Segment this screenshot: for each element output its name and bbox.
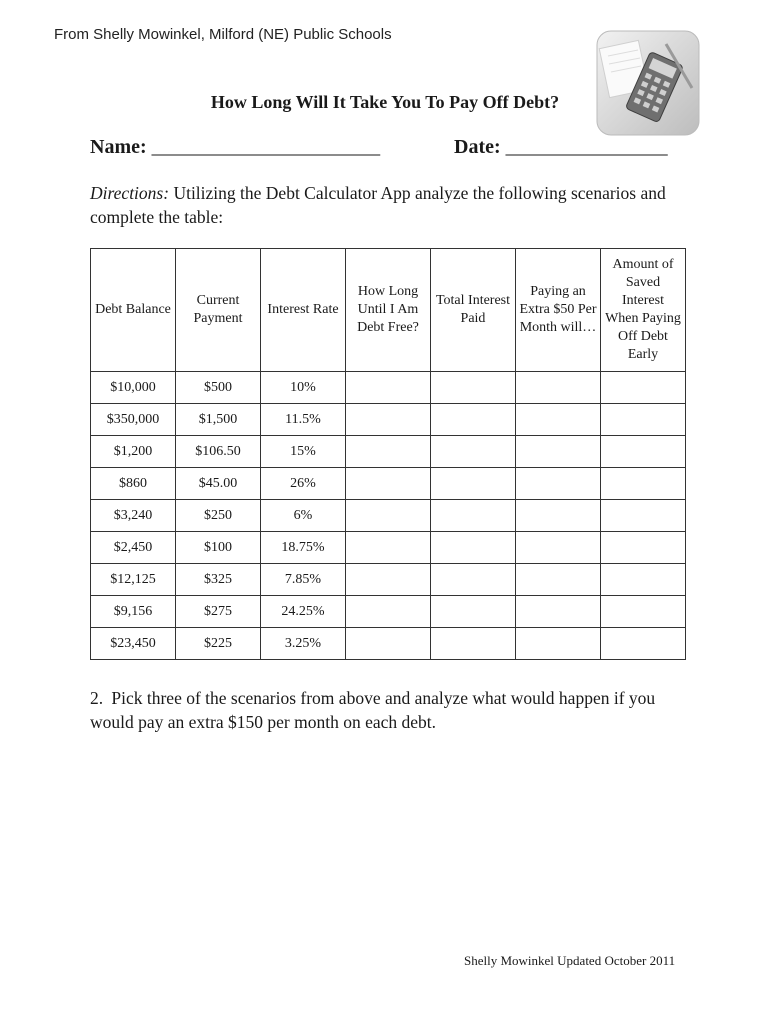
cell-interest-rate: 3.25% (261, 628, 346, 660)
table-row (91, 404, 686, 436)
cell-interest-rate: 24.25% (261, 596, 346, 628)
cell-debt-balance: $23,450 (91, 628, 176, 660)
cell-saved-interest[interactable] (601, 532, 686, 564)
debt-scenarios-table (90, 248, 686, 660)
cell-how-long[interactable] (346, 596, 431, 628)
question-2 (90, 686, 690, 734)
cell-total-interest[interactable] (431, 436, 516, 468)
cell-extra-50[interactable] (516, 596, 601, 628)
cell-interest-rate: 18.75% (261, 532, 346, 564)
cell-interest-rate: 6% (261, 500, 346, 532)
directions-label: Directions: (90, 183, 170, 203)
cell-debt-balance: $350,000 (91, 404, 176, 436)
cell-current-payment: $100 (176, 532, 261, 564)
table-row (91, 500, 686, 532)
calculator-app-icon (596, 30, 700, 136)
cell-extra-50[interactable] (516, 564, 601, 596)
cell-current-payment: $275 (176, 596, 261, 628)
cell-debt-balance: $1,200 (91, 436, 176, 468)
header-total-interest: Total Interest Paid (431, 249, 516, 372)
cell-debt-balance: $860 (91, 468, 176, 500)
cell-saved-interest[interactable] (601, 468, 686, 500)
cell-total-interest[interactable] (431, 404, 516, 436)
directions-text: Utilizing the Debt Calculator App analyze the following scenarios and complete the table: (90, 183, 666, 227)
cell-interest-rate: 26% (261, 468, 346, 500)
footer-credit: Shelly Mowinkel Updated October 2011 (464, 953, 676, 968)
cell-current-payment: $500 (176, 372, 261, 404)
cell-how-long[interactable] (346, 564, 431, 596)
cell-current-payment: $45.00 (176, 468, 261, 500)
question-text: Pick three of the scenarios from above and analyze what would happen if you would pay an extra $150 per month on each debt. (90, 688, 656, 732)
cell-saved-interest[interactable] (601, 372, 686, 404)
header-saved-interest: Amount of Saved Interest When Paying Off Debt Early (601, 249, 686, 372)
cell-how-long[interactable] (346, 404, 431, 436)
cell-current-payment: $225 (176, 628, 261, 660)
date-label: Date: (454, 136, 501, 158)
cell-total-interest[interactable] (431, 628, 516, 660)
cell-saved-interest[interactable] (601, 596, 686, 628)
cell-debt-balance: $9,156 (91, 596, 176, 628)
cell-extra-50[interactable] (516, 500, 601, 532)
table-header-row (91, 249, 686, 372)
cell-debt-balance: $2,450 (91, 532, 176, 564)
header-current-payment: Current Payment (176, 249, 261, 372)
cell-total-interest[interactable] (431, 596, 516, 628)
header-how-long: How Long Until I Am Debt Free? (346, 249, 431, 372)
table-row (91, 564, 686, 596)
cell-total-interest[interactable] (431, 564, 516, 596)
cell-saved-interest[interactable] (601, 404, 686, 436)
cell-interest-rate: 7.85% (261, 564, 346, 596)
cell-total-interest[interactable] (431, 372, 516, 404)
header-debt-balance: Debt Balance (91, 249, 176, 372)
worksheet-title: How Long Will It Take You To Pay Off Debt? (210, 92, 560, 112)
cell-saved-interest[interactable] (601, 564, 686, 596)
cell-how-long[interactable] (346, 436, 431, 468)
name-blank[interactable]: ________________________ (151, 136, 380, 158)
name-field[interactable] (90, 136, 380, 159)
table-row (91, 468, 686, 500)
table-row (91, 596, 686, 628)
cell-how-long[interactable] (346, 372, 431, 404)
table-row (91, 532, 686, 564)
directions (90, 181, 690, 229)
cell-debt-balance: $3,240 (91, 500, 176, 532)
cell-current-payment: $106.50 (176, 436, 261, 468)
cell-total-interest[interactable] (431, 532, 516, 564)
cell-saved-interest[interactable] (601, 436, 686, 468)
question-number: 2. (90, 688, 104, 708)
cell-extra-50[interactable] (516, 468, 601, 500)
cell-how-long[interactable] (346, 500, 431, 532)
cell-current-payment: $1,500 (176, 404, 261, 436)
cell-extra-50[interactable] (516, 372, 601, 404)
cell-how-long[interactable] (346, 532, 431, 564)
table-row (91, 436, 686, 468)
table-row (91, 372, 686, 404)
cell-extra-50[interactable] (516, 532, 601, 564)
cell-interest-rate: 15% (261, 436, 346, 468)
cell-extra-50[interactable] (516, 628, 601, 660)
cell-debt-balance: $12,125 (91, 564, 176, 596)
cell-saved-interest[interactable] (601, 628, 686, 660)
cell-how-long[interactable] (346, 628, 431, 660)
cell-total-interest[interactable] (431, 500, 516, 532)
cell-how-long[interactable] (346, 468, 431, 500)
header-extra-50: Paying an Extra $50 Per Month will… (516, 249, 601, 372)
cell-extra-50[interactable] (516, 404, 601, 436)
cell-current-payment: $250 (176, 500, 261, 532)
cell-extra-50[interactable] (516, 436, 601, 468)
cell-saved-interest[interactable] (601, 500, 686, 532)
source-attribution: From Shelly Mowinkel, Milford (NE) Public Schools (54, 26, 392, 43)
name-label: Name: (90, 136, 147, 158)
cell-total-interest[interactable] (431, 468, 516, 500)
header-interest-rate: Interest Rate (261, 249, 346, 372)
cell-interest-rate: 10% (261, 372, 346, 404)
table-row (91, 628, 686, 660)
date-field[interactable] (454, 136, 667, 159)
cell-current-payment: $325 (176, 564, 261, 596)
cell-interest-rate: 11.5% (261, 404, 346, 436)
date-blank[interactable]: _________________ (505, 136, 668, 158)
cell-debt-balance: $10,000 (91, 372, 176, 404)
